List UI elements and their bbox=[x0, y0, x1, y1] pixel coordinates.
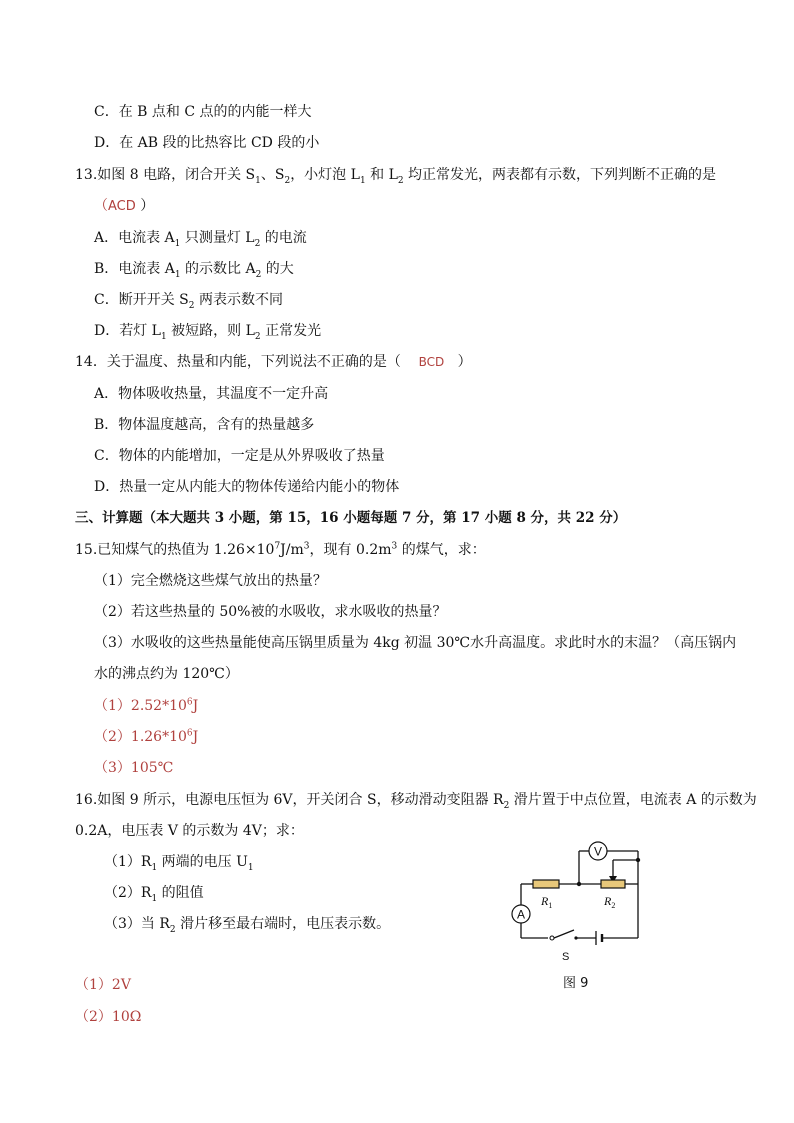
section-heading: 三、计算题（本大题共 3 小题，第 15，16 小题每题 7 分，第 17 小题 8 分，共 22 分） bbox=[75, 510, 627, 526]
rheostat-r2 bbox=[601, 880, 625, 888]
q13-option-b: B．电流表 $A_1$ 的示数比 $A_2$ 的大 bbox=[94, 261, 294, 280]
q15-answer-2: $(2)1.26*10^6J$ bbox=[94, 728, 199, 745]
q16-answer-1: （1）2V bbox=[75, 977, 131, 993]
q15-answer-1: $(1)2.52*10^6J$ bbox=[94, 697, 199, 714]
q16-part-1: $(1)R_1$ 两端的电压 $U_1$ bbox=[104, 854, 254, 873]
q13-option-a: A．电流表 $A_1$ 只测量灯 $L_2$ 的电流 bbox=[94, 230, 307, 249]
q15-part-3: （3）水吸收的这些热量能使高压锅里质量为 4kg 初温 30℃水升高温度。求此时水的末温？（高压锅内 bbox=[94, 635, 737, 651]
voltmeter-label: V bbox=[593, 844, 603, 859]
q16-part-3: （3）当 $R_2$ 滑片移至最右端时，电压表示数。 bbox=[104, 916, 391, 935]
q14-option-c: C．物体的内能增加，一定是从外界吸收了热量 bbox=[94, 448, 385, 464]
switch-pivot bbox=[550, 936, 554, 940]
question-13: 13.如图 8 电路，闭合开关 $S_1$、$S_2$，小灯泡 $L_1$ 和 $L_2$ 均正常发光，两表都有示数，下列判断不正确的是 bbox=[75, 167, 717, 186]
q14-option-d: D．热量一定从内能大的物体传递给内能小的物体 bbox=[94, 479, 400, 495]
r1-label: $R_1$ bbox=[541, 894, 553, 910]
ammeter-label: A bbox=[516, 907, 526, 922]
q13-option-d: D．若灯 $L_1$ 被短路，则 $L_2$ 正常发光 bbox=[94, 323, 322, 342]
r2-label: $R_2$ bbox=[604, 894, 616, 910]
q13-answer: （ACD ） bbox=[94, 198, 155, 214]
q14-option-a: A．物体吸收热量，其温度不一定升高 bbox=[94, 386, 329, 402]
junction-dot-right bbox=[636, 858, 640, 862]
junction-dot bbox=[577, 882, 581, 886]
figure-caption: 图 9 bbox=[563, 976, 589, 991]
resistor-r1 bbox=[533, 880, 559, 888]
q15-answer-3: （3）105℃ bbox=[94, 760, 174, 776]
question-16-cont: 0.2A，电压表 V 的示数为 4V；求： bbox=[75, 823, 304, 839]
switch-label: S bbox=[562, 951, 570, 963]
q15-part-2: （2）若这些热量的 50%被的水吸收，求水吸收的热量？ bbox=[94, 604, 447, 620]
q13-option-c: C．断开开关 $S_2$ 两表示数不同 bbox=[94, 292, 283, 311]
q15-part-3-cont: 水的沸点约为 120℃） bbox=[94, 666, 239, 682]
circuit-diagram bbox=[508, 838, 648, 968]
switch-contact bbox=[574, 936, 577, 939]
q16-answer-2: （2）10Ω bbox=[75, 1009, 142, 1025]
switch-blade bbox=[554, 930, 574, 938]
q12-option-d: D．在 AB 段的比热容比 CD 段的小 bbox=[94, 135, 320, 151]
q16-part-2: $(2)R_1$ 的阻值 bbox=[104, 885, 204, 904]
q12-option-c: C．在 B 点和 C 点的的内能一样大 bbox=[94, 104, 312, 120]
question-15: 15.已知煤气的热值为 $1.26\times 10^7J/m^3$，现有 $0.2m^3$ 的煤气，求： bbox=[75, 541, 486, 558]
question-14: 14．关于温度、热量和内能，下列说法不正确的是（ BCD ） bbox=[75, 354, 472, 370]
q15-part-1: （1）完全燃烧这些煤气放出的热量？ bbox=[94, 573, 327, 589]
q14-option-b: B．物体温度越高，含有的热量越多 bbox=[94, 417, 315, 433]
question-16: 16.如图 9 所示，电源电压恒为 6V，开关闭合 S，移动滑动变阻器 $R_2$ 滑片置于中点位置，电流表 A 的示数为 bbox=[75, 792, 757, 811]
